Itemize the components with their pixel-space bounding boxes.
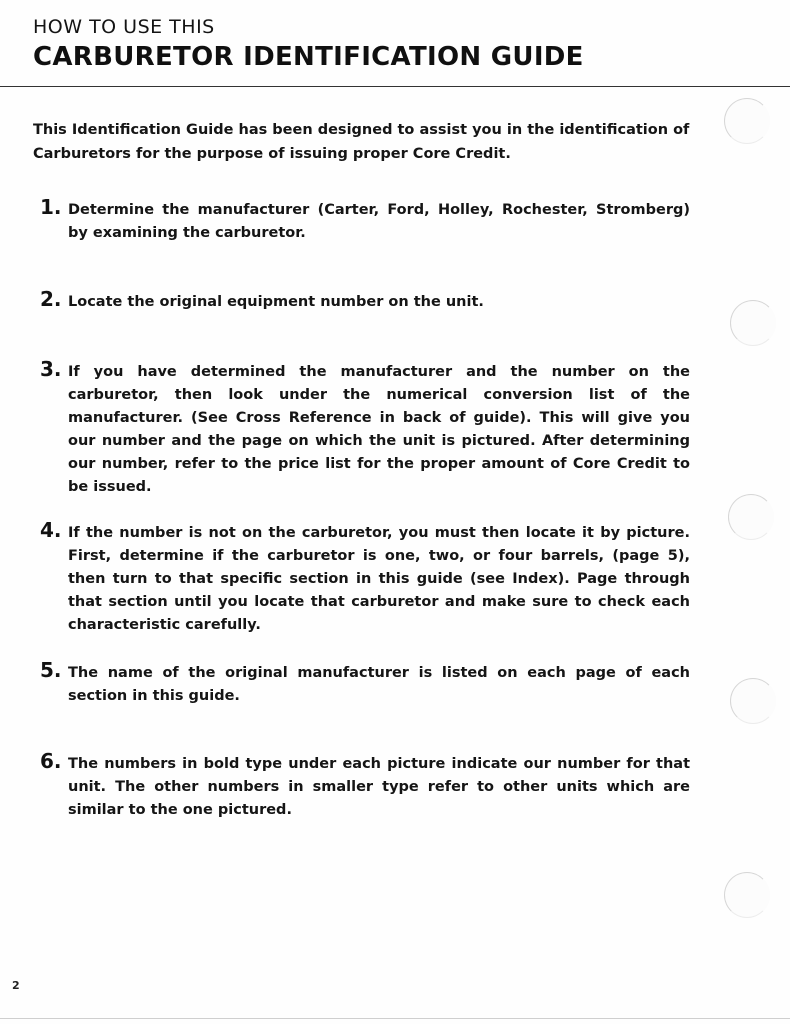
binder-hole [730,678,776,724]
page-edge [0,1018,790,1019]
binder-hole [724,872,770,918]
step-number: 4. [40,518,62,542]
step-number: 5. [40,658,62,682]
step-number: 2. [40,287,62,311]
binder-hole [728,494,774,540]
binder-hole [724,98,770,144]
step-text: If the number is not on the carburetor, you must then locate it by picture. First, determine if the carburetor is one, two, or four barrels, (page 5), then turn to that specific section in this guide (see Index). Page through that section until you locate that carburetor and make sure to check each characteristic carefully. [68,525,690,633]
step-text: The numbers in bold type under each picture indicate our number for that unit. The other numbers in smaller type refer to other units which are similar to the one pictured. [68,756,690,818]
binder-hole [730,300,776,346]
header-divider [0,86,790,87]
step-number: 6. [40,749,62,773]
step-text: Determine the manufacturer (Carter, Ford, Holley, Rochester, Stromberg) by examining the carburetor. [68,202,690,241]
step-number: 3. [40,357,62,381]
step-text: The name of the original manufacturer is listed on each page of each section in this guide. [68,665,690,704]
step-number: 1. [40,195,62,219]
intro-paragraph: This Identification Guide has been designed to assist you in the identification of Carburetors for the purpose of issuing proper Core Credit. [33,122,690,162]
page-number: 2 [12,979,20,992]
step-text: Locate the original equipment number on the unit. [68,294,484,310]
page-title: CARBURETOR IDENTIFICATION GUIDE [33,42,584,72]
step-text: If you have determined the manufacturer and the number on the carburetor, then look under the numerical conversion list of the manufacturer. (See Cross Reference in back of guide). This will give you our number and the page on which the unit is pictured. After determining our number, refer to the price list for the proper amount of Core Credit to be issued. [68,364,690,495]
header-subtitle: HOW TO USE THIS [33,16,215,38]
